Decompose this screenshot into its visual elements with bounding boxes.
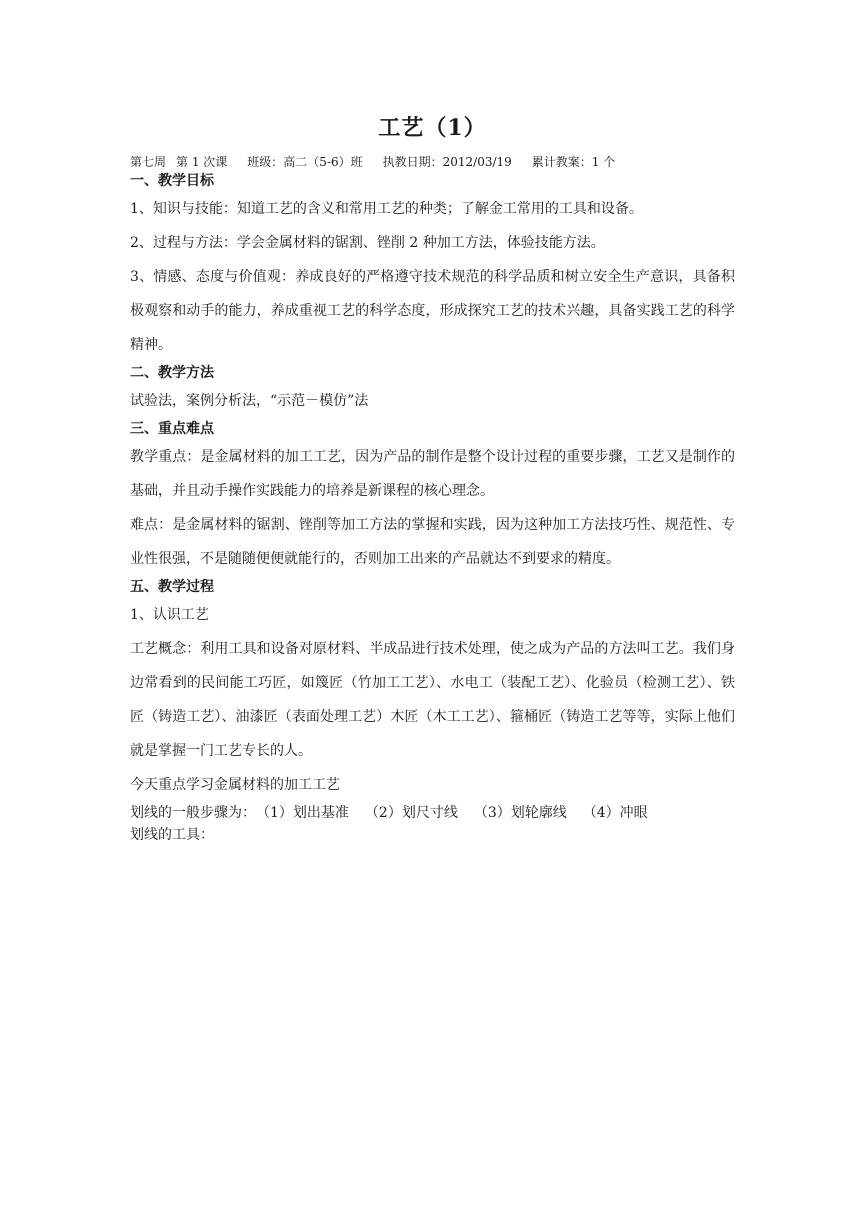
lesson-meta bbox=[130, 154, 735, 170]
document-title: 工艺（1） bbox=[378, 115, 487, 141]
steps-label: 划线的一般步骤为： bbox=[130, 805, 256, 821]
step-item: （3）划轮廓线 bbox=[473, 805, 567, 821]
difficulty-text: 难点：是金属材料的锯割、锉削等加工方法的掌握和实践，因为这种加工方法技巧性、规范性、专业性很强，不是随随便便就能行的，否则加工出来的产品就达不到要求的精度。 bbox=[130, 517, 735, 567]
meta-date: 执教日期：2012/03/19 bbox=[382, 155, 512, 169]
focus-text: 教学重点：是金属材料的加工工艺，因为产品的制作是整个设计过程的重要步骤，工艺又是制作的基础，并且动手操作实践能力的培养是新课程的核心理念。 bbox=[130, 449, 735, 499]
section-heading-process: 五、教学过程 bbox=[130, 579, 214, 595]
document-page bbox=[130, 108, 735, 846]
step-item: （1）划出基准 bbox=[256, 805, 349, 821]
meta-lesson: 第 1 次课 bbox=[176, 155, 228, 169]
section-heading-methods: 二、教学方法 bbox=[130, 365, 214, 381]
process-tools: 划线的工具： bbox=[130, 827, 214, 843]
process-today: 今天重点学习金属材料的加工工艺 bbox=[130, 777, 340, 793]
section-heading-goals: 一、教学目标 bbox=[130, 173, 214, 189]
goal-item: 1、知识与技能：知道工艺的含义和常用工艺的种类；了解金工常用的工具和设备。 bbox=[130, 201, 643, 217]
meta-class: 班级：高二（5-6）班 bbox=[247, 155, 363, 169]
goal-item: 3、情感、态度与价值观：养成良好的严格遵守技术规范的科学品质和树立安全生产意识，具备积极观察和动手的能力，养成重视工艺的科学态度，形成探究工艺的技术兴趣，具备实践工艺的科学精神。 bbox=[130, 269, 735, 353]
section-heading-keypoints: 三、重点难点 bbox=[130, 421, 214, 437]
process-steps bbox=[130, 802, 735, 824]
process-subheading: 1、认识工艺 bbox=[130, 607, 209, 623]
step-item: （4）冲眼 bbox=[582, 805, 648, 821]
step-item: （2）划尺寸线 bbox=[364, 805, 458, 821]
meta-cumulative: 累计教案：1 个 bbox=[531, 155, 616, 169]
methods-text: 试验法，案例分析法，“示范－模仿”法 bbox=[130, 393, 369, 409]
goal-item: 2、过程与方法：学会金属材料的锯割、锉削 2 种加工方法，体验技能方法。 bbox=[130, 235, 605, 251]
process-concept: 工艺概念：利用工具和设备对原材料、半成品进行技术处理，使之成为产品的方法叫工艺。我们身边常看到的民间能工巧匠，如篾匠（竹加工工艺）、水电工（装配工艺）、化验员（检测工艺）、铁匠（铸造工艺）、油漆匠（表面处理工艺）木匠（木工工艺）、箍桶匠（铸造工艺等等，实际上他们就是掌握一门工艺专长的人。 bbox=[130, 641, 735, 759]
meta-week: 第七周 bbox=[130, 155, 167, 169]
